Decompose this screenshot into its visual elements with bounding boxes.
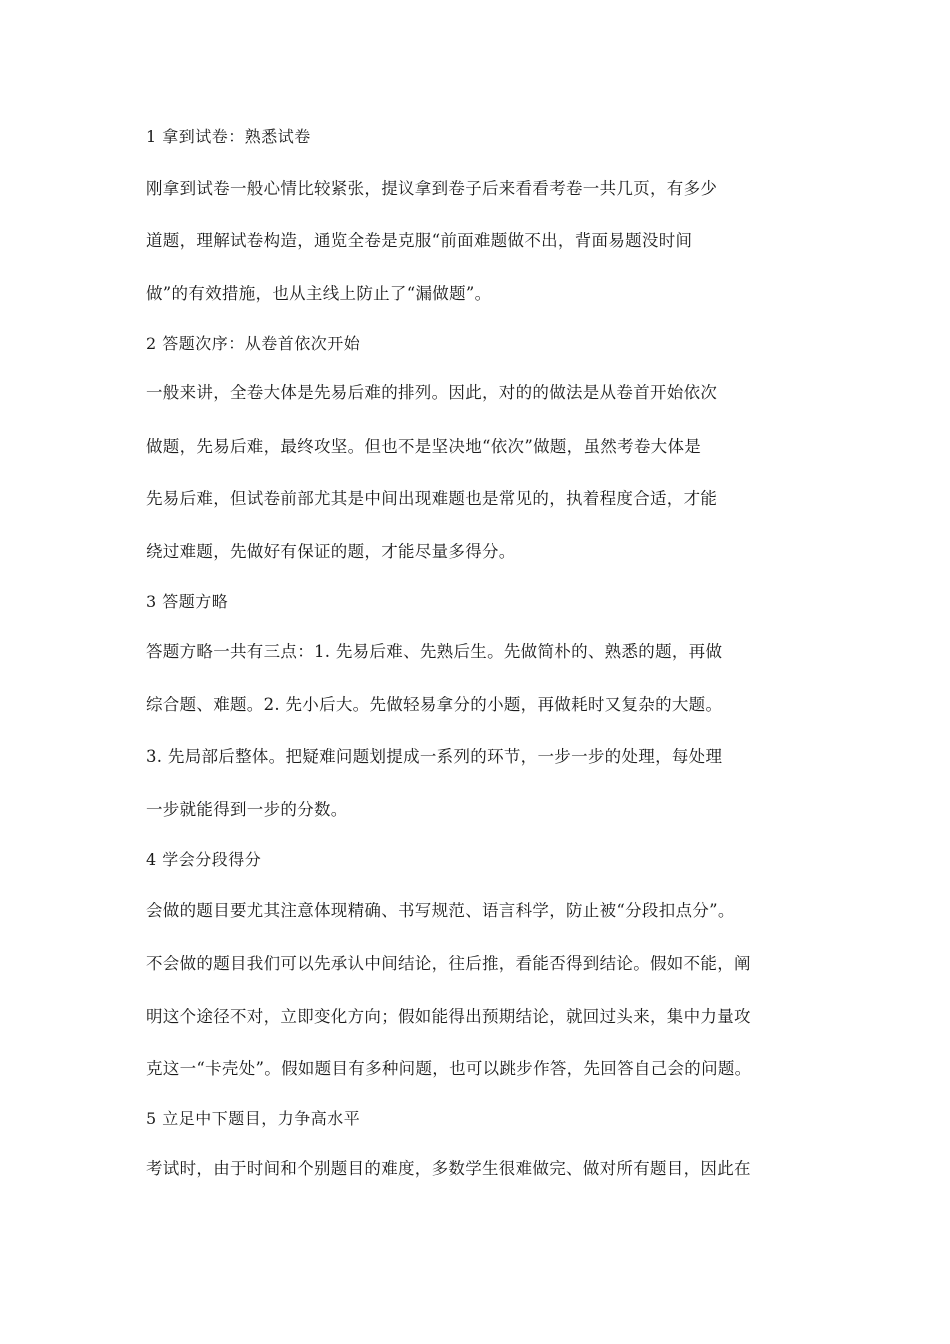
paragraph-line: 明这个途径不对，立即变化方向；假如能得出预期结论，就回过头来，集中力量攻 (146, 1007, 751, 1026)
paragraph-line: 一般来讲，全卷大体是先易后难的排列。因此，对的的做法是从卷首开始依次 (146, 383, 718, 402)
paragraph-line: 答题方略一共有三点：1. 先易后难、先熟后生。先做简朴的、熟悉的题，再做 (146, 642, 723, 661)
section-heading-1: 1 拿到试卷：熟悉试卷 (146, 127, 311, 146)
paragraph-line: 不会做的题目我们可以先承认中间结论，往后推，看能否得到结论。假如不能，阐 (146, 954, 751, 973)
paragraph-line: 做题，先易后难，最终攻坚。但也不是坚决地“依次”做题，虽然考卷大体是 (146, 437, 702, 456)
paragraph-line: 综合题、难题。2. 先小后大。先做轻易拿分的小题，再做耗时又复杂的大题。 (146, 695, 723, 714)
paragraph-line: 考试时，由于时间和个别题目的难度，多数学生很难做完、做对所有题目，因此在 (146, 1159, 751, 1178)
section-heading-2: 2 答题次序：从卷首依次开始 (146, 334, 361, 353)
paragraph-line: 绕过难题，先做好有保证的题，才能尽量多得分。 (146, 542, 516, 561)
section-heading-4: 4 学会分段得分 (146, 850, 262, 869)
paragraph-line: 3. 先局部后整体。把疑难问题划提成一系列的环节，一步一步的处理，每处理 (146, 747, 723, 766)
paragraph-line: 一步就能得到一步的分数。 (146, 800, 348, 819)
paragraph-line: 先易后难，但试卷前部尤其是中间出现难题也是常见的，执着程度合适，才能 (146, 489, 718, 508)
paragraph-line: 做”的有效措施，也从主线上防止了“漏做题”。 (146, 284, 492, 303)
section-heading-3: 3 答题方略 (146, 592, 229, 611)
paragraph-line: 克这一“卡壳处”。假如题目有多种问题，也可以跳步作答，先回答自己会的问题。 (146, 1059, 752, 1078)
paragraph-line: 会做的题目要尤其注意体现精确、书写规范、语言科学，防止被“分段扣点分”。 (146, 901, 735, 920)
paragraph-line: 道题，理解试卷构造，通览全卷是克服“前面难题做不出，背面易题没时间 (146, 231, 693, 250)
paragraph-line: 刚拿到试卷一般心情比较紧张，提议拿到卷子后来看看考卷一共几页，有多少 (146, 179, 718, 198)
section-heading-5: 5 立足中下题目，力争高水平 (146, 1109, 361, 1128)
